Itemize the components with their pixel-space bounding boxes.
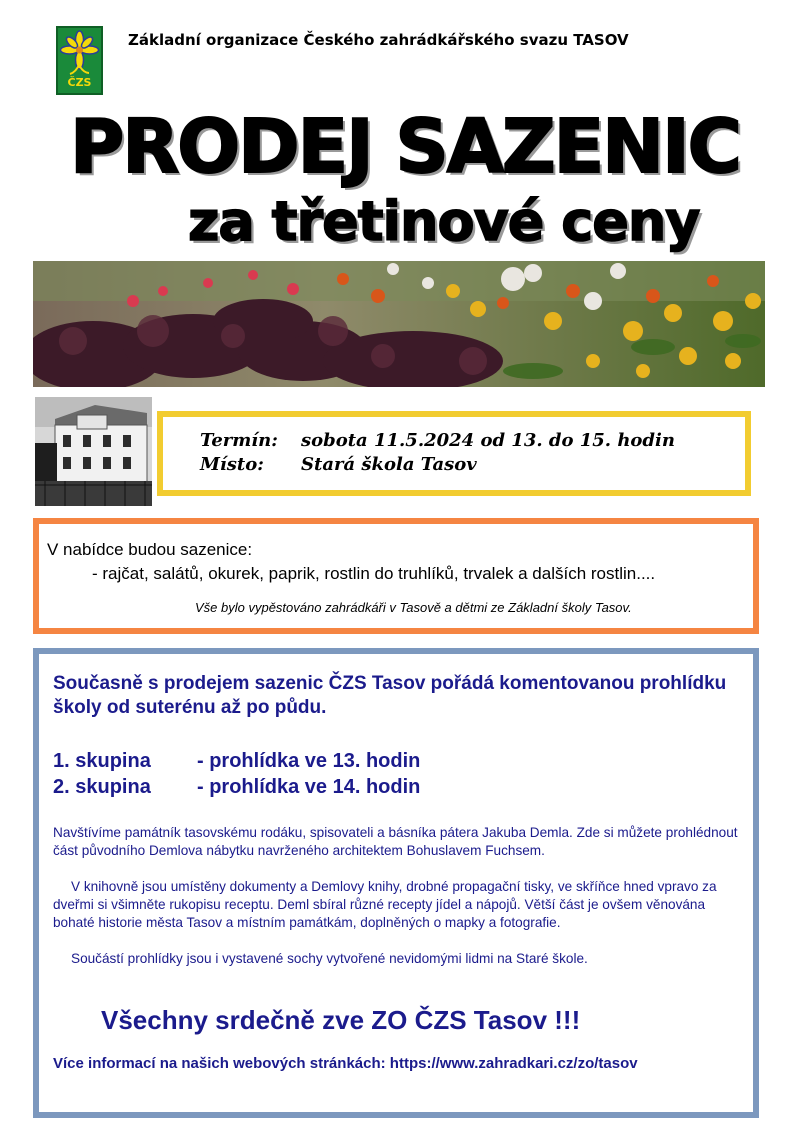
- tour-group-time: - prohlídka ve 13. hodin: [197, 750, 421, 772]
- event-date-value: sobota 11.5.2024 od 13. do 15. hodin: [301, 430, 675, 451]
- tour-paragraph-library: V knihovně jsou umístěny dokumenty a Demlovy knihy, drobné propagační tisky, ve skříňce hned vpravo za dveřmi si všimněte rukopisu receptu. Deml sbíral různé recepty jídel a nápojů. Větší část je ovšem věnována bohaté historie města Tasov a místním památkám, doplněných o mapky a fotografie.: [53, 879, 717, 930]
- event-date-row: [200, 430, 675, 451]
- tour-paragraph-sculptures: Součástí prohlídky jsou i vystavené sochy vytvořené nevidomými lidmi na Staré škole.: [71, 951, 588, 966]
- poster-title: PRODEJ SAZENIC: [70, 104, 740, 190]
- czs-logo: [56, 26, 103, 95]
- logo-text: ČZS: [67, 76, 92, 89]
- tour-group-name: 2. skupina: [53, 776, 151, 798]
- tour-group-2: [53, 776, 420, 799]
- event-place-value: Stará škola Tasov: [301, 454, 477, 475]
- tour-paragraph-memorial: Navštívíme památník tasovskému rodáku, spisovateli a básníka pátera Jakuba Demla. Zde si můžete prohlédnout část původního Demlova nábytku navrženého architektem Bohuslavem Fuchsem.: [53, 825, 738, 858]
- tour-group-time: - prohlídka ve 14. hodin: [197, 776, 421, 798]
- flower-banner-photo: [33, 261, 765, 387]
- event-date-label: Termín:: [200, 430, 278, 451]
- offer-note: Vše bylo vypěstováno zahrádkáři v Tasově a dětmi ze Základní školy Tasov.: [195, 600, 632, 615]
- tour-headline: Současně s prodejem sazenic ČZS Tasov pořádá komentovanou prohlídku školy od suterénu až po půdu.: [53, 673, 727, 718]
- event-info-box: [157, 411, 751, 496]
- organization-name: Základní organizace Českého zahrádkářského svazu TASOV: [128, 31, 629, 49]
- offer-items: - rajčat, salátů, okurek, paprik, rostlin do truhlíků, trvalek a dalších rostlin....: [92, 564, 656, 583]
- offer-box: [33, 518, 759, 634]
- web-info: Více informací na našich webových stránkách: https://www.zahradkari.cz/zo/tasov: [53, 1055, 638, 1072]
- poster-subtitle: za třetinové ceny: [188, 190, 700, 253]
- invitation: Všechny srdečně zve ZO ČZS Tasov !!!: [101, 1005, 581, 1035]
- tour-box: [33, 648, 759, 1118]
- tour-group-name: 1. skupina: [53, 750, 151, 772]
- tour-group-1: [53, 750, 420, 773]
- event-place-row: [200, 454, 477, 475]
- event-place-label: Místo:: [200, 454, 264, 475]
- offer-intro: V nabídce budou sazenice:: [47, 540, 253, 559]
- old-school-photo: [35, 397, 152, 506]
